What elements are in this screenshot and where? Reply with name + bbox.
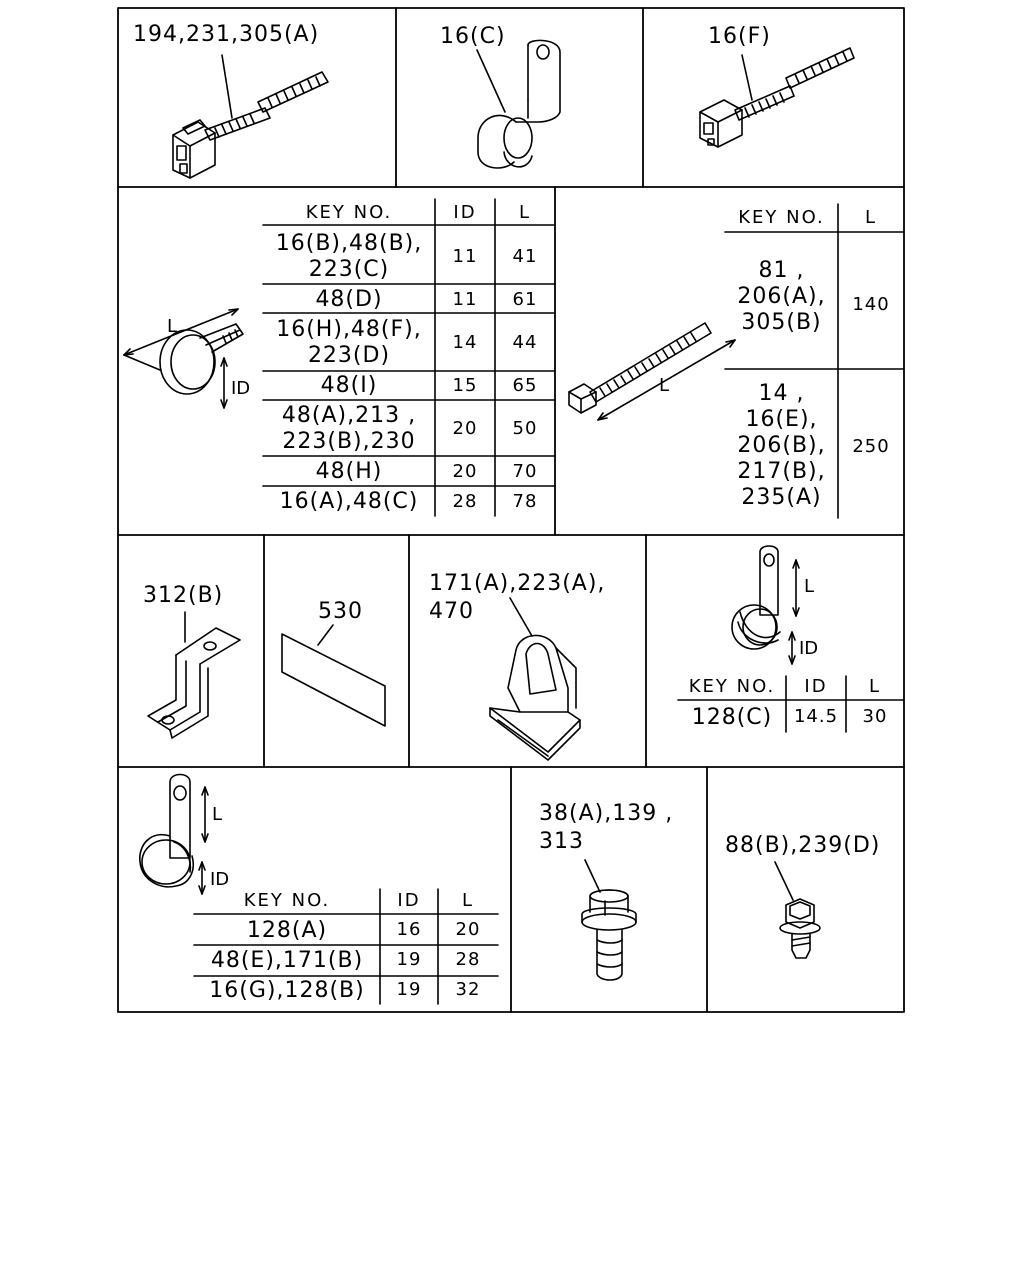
- table-cell-l: 44: [512, 332, 538, 353]
- table-cell-key: 16(H),48(F), 223(D): [276, 317, 422, 368]
- clamp-table-row: [263, 403, 435, 455]
- table-cell-l: 32: [455, 979, 481, 1000]
- table-cell-l: 70: [512, 461, 538, 482]
- clip-16c-drawing: [477, 40, 560, 168]
- clip-171a-label: 171(A),223(A), 470: [429, 571, 606, 625]
- table-cell-l: 30: [862, 706, 888, 727]
- clamp-table-row: [263, 231, 435, 283]
- table-cell-l: 20: [455, 919, 481, 940]
- table-cell-key: 81 , 206(A), 305(B): [737, 258, 826, 335]
- clamp-128-row: [194, 948, 380, 974]
- table-cell-key: 16(B),48(B), 223(C): [275, 231, 423, 282]
- clamp-table-row: [263, 459, 435, 485]
- table-cell-l: 250: [852, 436, 890, 457]
- table-cell-l: 140: [852, 294, 890, 315]
- clamp-length-dim-label: L: [167, 316, 178, 337]
- clamp-128-row: [194, 978, 380, 1004]
- table-cell-id: 19: [396, 979, 422, 1000]
- bracket-312b-drawing: [148, 612, 240, 738]
- clamp-128c-id-dim-label: ID: [799, 638, 819, 659]
- table-cell-key: 48(I): [320, 373, 378, 398]
- cable-tie-16f-label: 16(F): [708, 24, 771, 49]
- clamp-128c-header-id: ID: [804, 676, 828, 697]
- clamp-128c-header-l: L: [868, 676, 882, 697]
- clamp-128-row: [194, 918, 380, 944]
- table-cell-id: 20: [452, 461, 478, 482]
- clip-16c-label: 16(C): [440, 24, 506, 49]
- clamp-128c-row: [678, 705, 786, 731]
- table-cell-key: 48(A),213 , 223(B),230: [281, 403, 417, 454]
- tie-table-header-key: KEY NO.: [738, 207, 825, 228]
- clamp-table-row: [263, 317, 435, 369]
- screw-88b-drawing: [775, 862, 820, 958]
- screw-88b-label: 88(B),239(D): [725, 833, 881, 858]
- clamp-128-header-id: ID: [397, 890, 421, 911]
- table-cell-key: 48(H): [315, 459, 383, 484]
- table-cell-l: 50: [512, 418, 538, 439]
- table-cell-id: 20: [452, 418, 478, 439]
- clamp-128-header-key: KEY NO.: [243, 890, 331, 911]
- table-cell-key: 48(E),171(B): [210, 948, 364, 973]
- clamp-id-dim-label: ID: [231, 378, 251, 399]
- clamp-128-length-dim-label: L: [212, 804, 223, 825]
- table-cell-id: 14.5: [793, 706, 839, 727]
- table-cell-key: 128(C): [691, 705, 773, 730]
- tape-530-label: 530: [318, 599, 363, 624]
- table-cell-key: 16(G),128(B): [209, 978, 365, 1003]
- clamp-128c-length-dim-label: L: [804, 576, 815, 597]
- cable-tie-16f-drawing: [700, 48, 854, 147]
- clamp-table-header-id: ID: [453, 202, 477, 223]
- table-cell-id: 19: [396, 949, 422, 970]
- table-cell-id: 14: [452, 332, 478, 353]
- tie-length-dim-label: L: [659, 375, 670, 396]
- bolt-38a-drawing: [582, 860, 636, 980]
- table-cell-key: 128(A): [246, 918, 328, 943]
- tie-table-row: [725, 258, 838, 336]
- table-cell-l: 61: [512, 289, 538, 310]
- tape-530-drawing: [282, 625, 385, 726]
- table-cell-id: 15: [452, 375, 478, 396]
- tie-table-header-l: L: [864, 207, 878, 228]
- table-cell-l: 28: [455, 949, 481, 970]
- table-cell-l: 65: [512, 375, 538, 396]
- table-cell-id: 16: [396, 919, 422, 940]
- table-cell-key: 48(D): [315, 287, 383, 312]
- cable-tie-mount-drawing: [173, 55, 328, 178]
- table-cell-id: 11: [452, 289, 478, 310]
- tie-table-row: [725, 381, 838, 511]
- table-cell-id: 11: [452, 246, 478, 267]
- bolt-38a-label: 38(A),139 , 313: [539, 801, 674, 855]
- clamp-128-id-dim-label: ID: [210, 869, 230, 890]
- clamp-table-header-key: KEY NO.: [305, 202, 393, 223]
- table-cell-l: 41: [512, 246, 538, 267]
- clamp-128-header-l: L: [461, 890, 475, 911]
- cable-tie-mount-label: 194,231,305(A): [133, 22, 320, 47]
- bracket-312b-label: 312(B): [143, 583, 224, 608]
- clamp-table-row: [263, 373, 435, 399]
- clamp-table-row: [263, 489, 435, 515]
- table-cell-key: 16(A),48(C): [279, 489, 419, 514]
- clamp-table-row: [263, 287, 435, 313]
- clamp-128c-header-key: KEY NO.: [688, 676, 776, 697]
- table-cell-key: 14 , 16(E), 206(B), 217(B), 235(A): [737, 381, 826, 510]
- table-cell-l: 78: [512, 491, 538, 512]
- clamp-table-header-l: L: [518, 202, 532, 223]
- table-cell-id: 28: [452, 491, 478, 512]
